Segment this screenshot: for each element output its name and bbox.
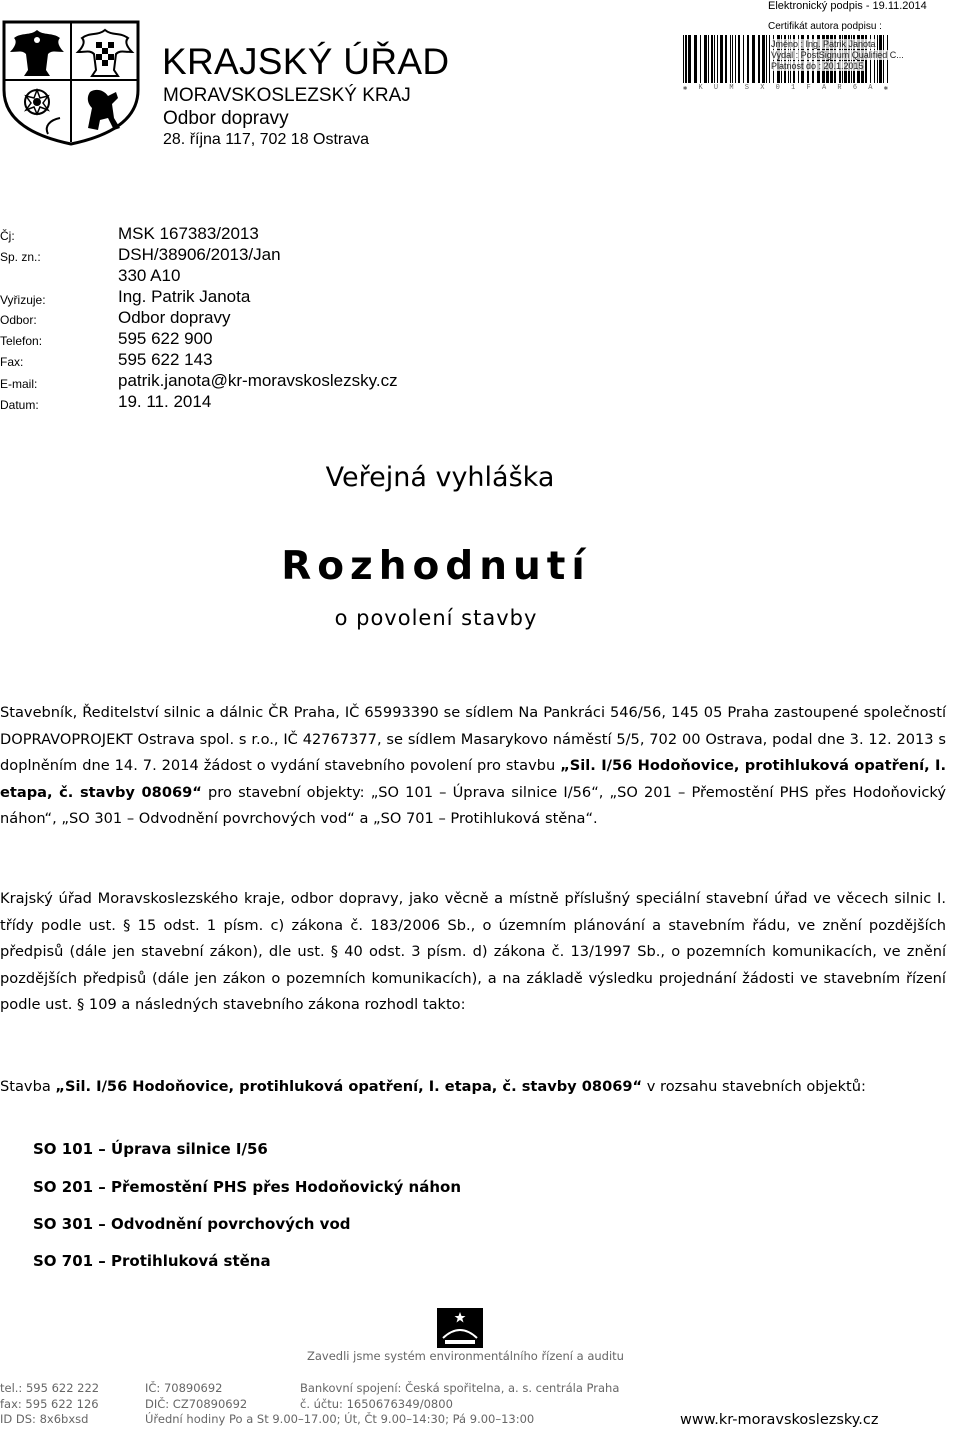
barcode-bar	[743, 35, 744, 83]
public-notice-heading: Veřejná vyhláška	[325, 462, 555, 493]
footer-ico: IČ: 70890692	[145, 1381, 223, 1395]
footer-data-box: ID DS: 8x6bxsd	[0, 1412, 89, 1426]
construction-object-item: SO 201 – Přemostění PHS přes Hodoňovický náhon	[33, 1178, 462, 1196]
construction-name-bold: „Sil. I/56 Hodoňovice, protihluková opatření, I. etapa, č. stavby 08069“	[55, 1078, 643, 1095]
electronic-signature-title: Elektronický podpis - 19.11.2014	[768, 0, 927, 12]
meta-value-spzn: DSH/38906/2013/Jan	[118, 245, 281, 264]
barcode-char: A	[868, 84, 873, 92]
signature-validity-line: Platnost do : 20.1.2015	[771, 61, 864, 71]
barcode-bar	[688, 35, 691, 83]
objects-text: pro stavební objekty: „SO 101 – Úprava silnice I/56“, „SO 201 – Přemostění PHS přes Hodoňovický náhon“, „SO 301 – Odvodnění povrchových vod“ a „SO 701 – Protihluková stěna“.	[0, 783, 946, 827]
construction-object-item: SO 701 – Protihluková stěna	[33, 1252, 271, 1270]
coat-of-arms-emblem	[0, 18, 142, 146]
construction-scope-paragraph	[0, 1074, 946, 1101]
meta-label-odbor: Odbor:	[0, 313, 37, 327]
decision-subject: o povolení stavby	[334, 606, 538, 630]
decision-heading: Rozhodnutí	[281, 544, 591, 589]
barcode-bar	[758, 35, 760, 83]
meta-label-email: E-mail:	[0, 377, 38, 391]
footer-bank-column	[300, 1381, 619, 1412]
meta-value-odbor: Odbor dopravy	[118, 308, 231, 327]
applicant-text: Stavebník, Ředitelství silnic a dálnic ČR Praha, IČ 65993390 se sídlem Na Pankráci 546/56, 145 05 Praha zastoupené společností DOPRAVOPROJEKT Ostrava spol. s r.o., IČ 42767377, se sídlem Masarykovo náměstí 5/5, 702 00 Ostrava, podal dne 3. 12. 2013 s doplněním dne 14. 7. 2014 žádost o vydání stavebního povolení pro stavbu	[0, 704, 946, 774]
meta-label-datum: Datum:	[0, 398, 39, 412]
barcode-char: 0	[775, 84, 780, 92]
footer-phone: tel.: 595 622 222	[0, 1381, 100, 1395]
signature-issuer-line: Vydal : PostSignum Qualified C...	[771, 50, 904, 60]
meta-value-email[interactable]: patrik.janota@kr-moravskoslezsky.cz	[118, 371, 398, 390]
barcode-bar	[685, 35, 687, 83]
authority-paragraph: Krajský úřad Moravskoslezského kraje, odbor dopravy, jako věcně a místně příslušný speciální stavební úřad ve věcech silnic I. třídy podle ust. § 15 odst. 1 písm. c) zákona č. 183/2006 Sb., o územním plánování a stavebním řádu, ve znění pozdějších předpisů (dále jen stavební zákon), dle ust. § 40 odst. 3 písm. d) zákona č. 13/1997 Sb., o pozemních komunikacích, ve znění pozdějších předpisů (dále jen zákon o pozemních komunikacích), a na základě výsledku projednání žádosti ve stavebním řízení podle ust. § 109 a následných stavebního zákona rozhodl takto:	[0, 890, 946, 1013]
barcode-star-icon: ✱	[683, 85, 688, 93]
barcode-bar	[752, 35, 755, 83]
footer-office-hours: Úřední hodiny Po a St 9.00–17.00; Út, Čt 9.00–14:30; Pá 9.00–13:00	[145, 1412, 535, 1426]
meta-label-vyrizuje: Vyřizuje:	[0, 293, 46, 307]
meta-value-filing: 330 A10	[118, 266, 181, 285]
barcode-bar	[762, 35, 765, 83]
footer-bank: Bankovní spojení: Česká spořitelna, a. s. centrála Praha	[300, 1381, 620, 1395]
meta-label-fax: Fax:	[0, 355, 24, 369]
barcode-char: F	[806, 84, 811, 92]
barcode-bar	[714, 35, 715, 83]
meta-value-cj: MSK 167383/2013	[118, 224, 259, 243]
barcode-bar	[735, 35, 736, 83]
barcode-bar	[717, 35, 718, 83]
meta-value-vyrizuje: Ing. Patrik Janota	[118, 287, 251, 306]
meta-label-telefon: Telefon:	[0, 334, 43, 348]
construction-object-item: SO 301 – Odvodnění povrchových vod	[33, 1215, 351, 1233]
barcode-char: 6	[852, 84, 858, 92]
barcode-bar	[708, 35, 709, 83]
barcode-bar	[683, 35, 684, 83]
barcode-char: U	[713, 84, 719, 92]
barcode-char: S	[744, 84, 749, 92]
footer-fax: fax: 595 622 126	[0, 1396, 99, 1411]
construction-name-bold: „Sil. I/56 Hodoňovice, protihluková opatření, I. etapa, č. stavby 08069“	[0, 757, 946, 801]
barcode-char: 1	[791, 84, 796, 92]
footer-website-link[interactable]: www.kr-moravskoslezsky.cz	[680, 1412, 879, 1428]
barcode-char: X	[760, 84, 765, 92]
barcode-bar	[694, 35, 697, 83]
meta-label-spzn: Sp. zn.:	[0, 250, 41, 264]
certificate-label: Certifikát autora podpisu :	[768, 21, 882, 32]
barcode-bar	[711, 35, 713, 83]
meta-value-fax: 595 622 143	[118, 350, 213, 369]
barcode-bar	[700, 35, 701, 83]
barcode-char: R	[837, 84, 842, 92]
meta-label-cj: Čj:	[0, 229, 15, 243]
barcode-bar	[725, 35, 727, 83]
barcode-bar	[732, 35, 733, 83]
meta-value-telefon: 595 622 900	[118, 329, 213, 348]
signature-name-line: Jméno : Ing. Patrik Janota	[771, 39, 876, 49]
emas-logo-icon	[437, 1308, 483, 1348]
office-department: Odbor dopravy	[163, 108, 289, 129]
construction-scope-text: v rozsahu stavebních objektů:	[642, 1078, 866, 1095]
barcode-bar	[730, 35, 731, 83]
construction-object-item: SO 101 – Úprava silnice I/56	[33, 1140, 268, 1158]
footer-contact-column	[0, 1381, 99, 1428]
barcode-char: K	[698, 84, 703, 92]
barcode-code-text	[683, 84, 888, 93]
barcode-char: M	[729, 84, 734, 92]
office-region: MORAVSKOSLEZSKÝ KRAJ	[163, 85, 411, 106]
footer-account: č. účtu: 1650676349/0800	[300, 1396, 453, 1411]
construction-label: Stavba	[0, 1078, 56, 1095]
barcode-bar	[747, 35, 749, 83]
barcode-bar	[720, 35, 723, 83]
meta-value-datum: 19. 11. 2014	[118, 392, 212, 411]
barcode-bar	[766, 35, 767, 83]
barcode-bar	[704, 35, 707, 83]
barcode-star-icon: ✱	[883, 85, 888, 93]
applicant-paragraph	[0, 700, 946, 833]
barcode-bar	[738, 35, 740, 83]
office-title: KRAJSKÝ ÚŘAD	[162, 41, 450, 82]
emas-statement: Zavedli jsme systém environmentálního řízení a auditu	[307, 1349, 624, 1363]
office-address: 28. října 117, 702 18 Ostrava	[163, 131, 370, 148]
barcode-char: A	[821, 84, 827, 92]
footer-dic: DIČ: CZ70890692	[145, 1396, 248, 1411]
